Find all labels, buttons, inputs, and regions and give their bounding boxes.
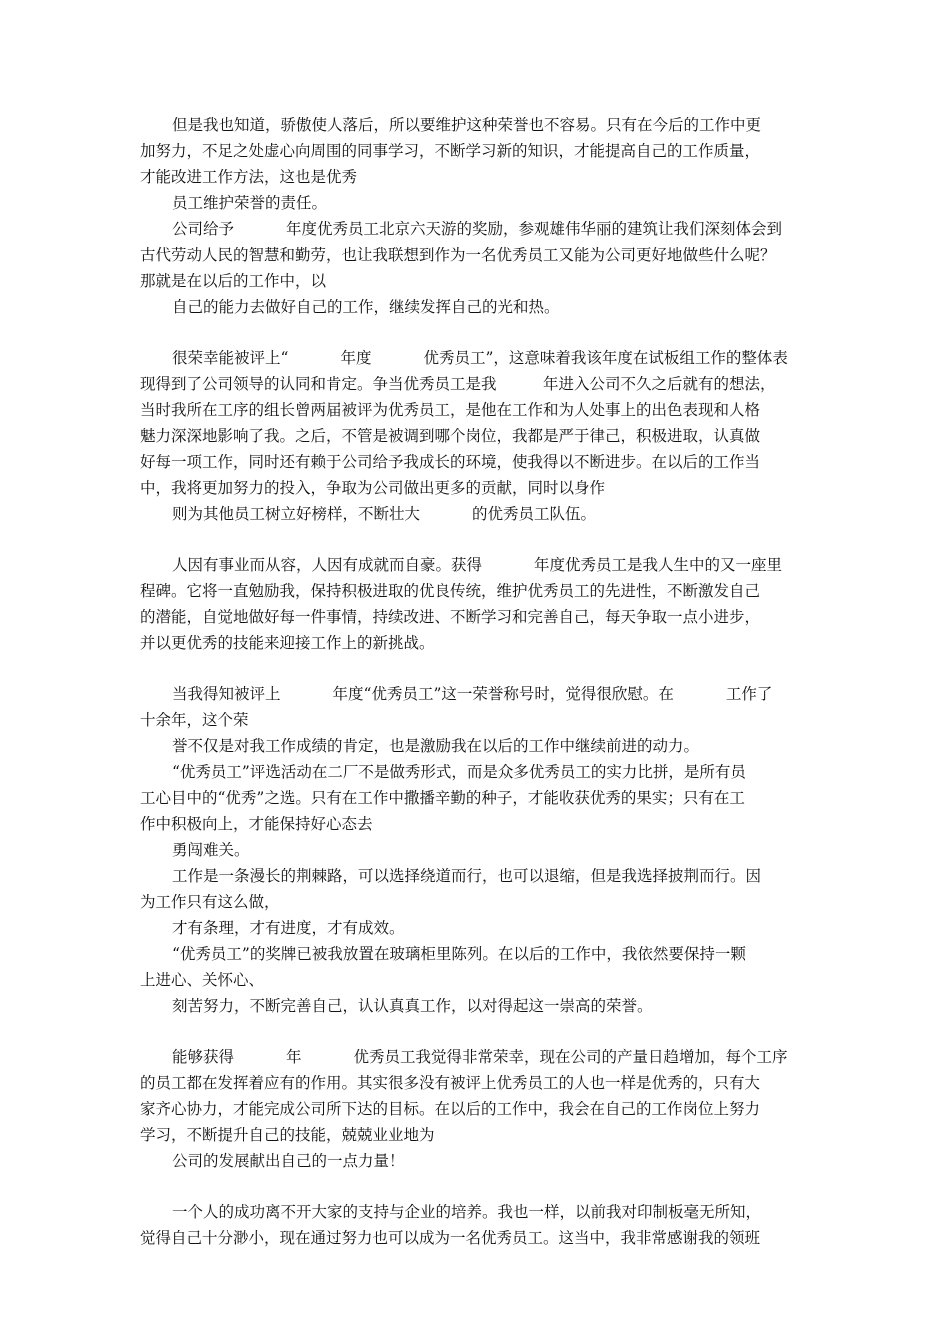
text-segment: 年度优秀员工北京六天游的奖励，参观雄伟华丽的建筑让我们深刻体会到: [286, 220, 783, 238]
text-line: 公司的发展献出自己的一点力量！: [172, 1152, 405, 1170]
paragraph-gap: [140, 656, 830, 681]
paragraph-gap: [140, 1174, 830, 1199]
text-line: 那就是在以后的工作中，以: [140, 272, 327, 290]
paragraph: [140, 501, 830, 527]
text-line: “优秀员工”的奖牌已被我放置在玻璃柜里陈列。在以后的工作中，我依然要保持一颗: [172, 945, 746, 963]
text-line: 的员工都在发挥着应有的作用。其实很多没有被评上优秀员工的人也一样是优秀的，只有大: [140, 1074, 761, 1092]
paragraph: [140, 1199, 830, 1251]
text-line: 一个人的成功离不开大家的支持与企业的培养。我也一样，以前我对印制板毫无所知，: [172, 1203, 762, 1221]
text-line: 觉得自己十分渺小，现在通过努力也可以成为一名优秀员工。这当中，我非常感谢我的领班: [140, 1229, 761, 1247]
paragraph: [140, 681, 830, 733]
text-line: 中，我将更加努力的投入，争取为公司做出更多的贡献，同时以身作: [140, 479, 606, 497]
text-line: [140, 552, 830, 578]
text-segment: 年度: [340, 349, 372, 367]
paragraph-gap: [140, 1019, 830, 1044]
paragraph: [140, 915, 830, 941]
text-line: 刻苦努力，不断完善自己，认认真真工作，以对得起这一崇高的荣誉。: [172, 997, 653, 1015]
text-line: 但是我也知道，骄傲使人落后，所以要维护这种荣誉也不容易。只有在今后的工作中更: [172, 116, 762, 134]
text-line: “优秀员工”评选活动在二厂不是做秀形式，而是众多优秀员工的实力比拼，是所有员: [172, 763, 746, 781]
paragraph: [140, 863, 830, 915]
text-line: 才能改进工作方法，这也是优秀: [140, 168, 358, 186]
paragraph: [140, 294, 830, 320]
paragraph-gap: [140, 320, 830, 345]
text-line: 勇闯难关。: [172, 841, 250, 859]
text-line: 誉不仅是对我工作成绩的肯定，也是激励我在以后的工作中继续前进的动力。: [172, 737, 700, 755]
document-body: [140, 112, 830, 1251]
text-line: [140, 345, 830, 371]
text-line: 家齐心协力，才能完成公司所下达的目标。在以后的工作中，我会在自己的工作岗位上努力: [140, 1100, 761, 1118]
text-segment: 很荣幸能被评上“: [172, 349, 289, 367]
text-segment: 优秀员工我觉得非常荣幸，现在公司的产量日趋增加，每个工序: [353, 1048, 788, 1066]
text-segment: 当我得知被评上: [172, 685, 281, 703]
paragraph: [140, 190, 830, 216]
text-segment: 则为其他员工树立好榜样，不断壮大: [172, 505, 421, 523]
text-line: 工作是一条漫长的荆棘路，可以选择绕道而行，也可以退缩，但是我选择披荆而行。因: [172, 867, 762, 885]
text-segment: 优秀员工”，这意味着我该年度在试板组工作的整体表: [423, 349, 788, 367]
text-line: 现得到了公司领导的认同和肯定。争当优秀员工是我 年进入公司不久之后就有的想法，: [140, 375, 776, 393]
paragraph: [140, 837, 830, 863]
text-line: 员工维护荣誉的责任。: [172, 194, 328, 212]
text-line: [140, 216, 830, 242]
paragraph: [140, 759, 830, 837]
text-line: 魅力深深地影响了我。之后，不管是被调到哪个岗位，我都是严于律己，积极进取，认真做: [140, 427, 761, 445]
text-segment: 人因有事业而从容，人因有成就而自豪。获得: [172, 556, 483, 574]
paragraph: [140, 345, 830, 501]
text-line: [140, 501, 830, 527]
text-line: 好每一项工作，同时还有赖于公司给予我成长的环境，使我得以不断进步。在以后的工作当: [140, 453, 761, 471]
paragraph: [140, 941, 830, 993]
text-line: 程碑。它将一直勉励我，保持积极进取的优良传统，维护优秀员工的先进性，不断激发自己: [140, 582, 761, 600]
text-segment: 工作了: [725, 685, 773, 703]
text-line: 并以更优秀的技能来迎接工作上的新挑战。: [140, 634, 435, 652]
text-segment: 公司给予: [172, 220, 235, 238]
text-line: 的潜能，自觉地做好每一件事情，持续改进、不断学习和完善自己，每天争取一点小进步，: [140, 608, 761, 626]
paragraph: [140, 216, 830, 294]
text-line: 学习，不断提升自己的技能，兢兢业业地为: [140, 1126, 435, 1144]
text-line: 作中积极向上，才能保持好心态去: [140, 815, 373, 833]
text-line: 为工作只有这么做，: [140, 893, 280, 911]
paragraph: [140, 112, 830, 190]
paragraph: [140, 993, 830, 1019]
text-segment: 的优秀员工队伍。: [472, 505, 597, 523]
text-line: 加努力，不足之处虚心向周围的同事学习，不断学习新的知识，才能提高自己的工作质量，: [140, 142, 761, 160]
text-segment: 年: [286, 1048, 302, 1066]
text-line: 十余年，这个荣: [140, 711, 249, 729]
paragraph: [140, 1044, 830, 1148]
paragraph: [140, 1148, 830, 1174]
text-line: 当时我所在工序的组长曾两届被评为优秀员工，是他在工作和为人处事上的出色表现和人格: [140, 401, 761, 419]
text-segment: 年度优秀员工是我人生中的又一座里: [534, 556, 783, 574]
text-line: [140, 1044, 830, 1070]
text-line: 古代劳动人民的智慧和勤劳，也让我联想到作为一名优秀员工又能为公司更好地做些什么呢？: [140, 246, 776, 264]
text-line: 工心目中的“优秀”之选。只有在工作中撒播辛勤的种子，才能收获优秀的果实；只有在工: [140, 789, 745, 807]
text-segment: 年度“优秀员工”这一荣誉称号时，觉得很欣慰。在: [332, 685, 674, 703]
paragraph-gap: [140, 527, 830, 552]
paragraph: [140, 552, 830, 656]
text-line: 自己的能力去做好自己的工作，继续发挥自己的光和热。: [172, 298, 560, 316]
text-line: 上进心、关怀心、: [140, 971, 265, 989]
text-segment: 能够获得: [172, 1048, 235, 1066]
paragraph: [140, 733, 830, 759]
text-line: [140, 681, 830, 707]
text-line: 才有条理，才有进度，才有成效。: [172, 919, 405, 937]
